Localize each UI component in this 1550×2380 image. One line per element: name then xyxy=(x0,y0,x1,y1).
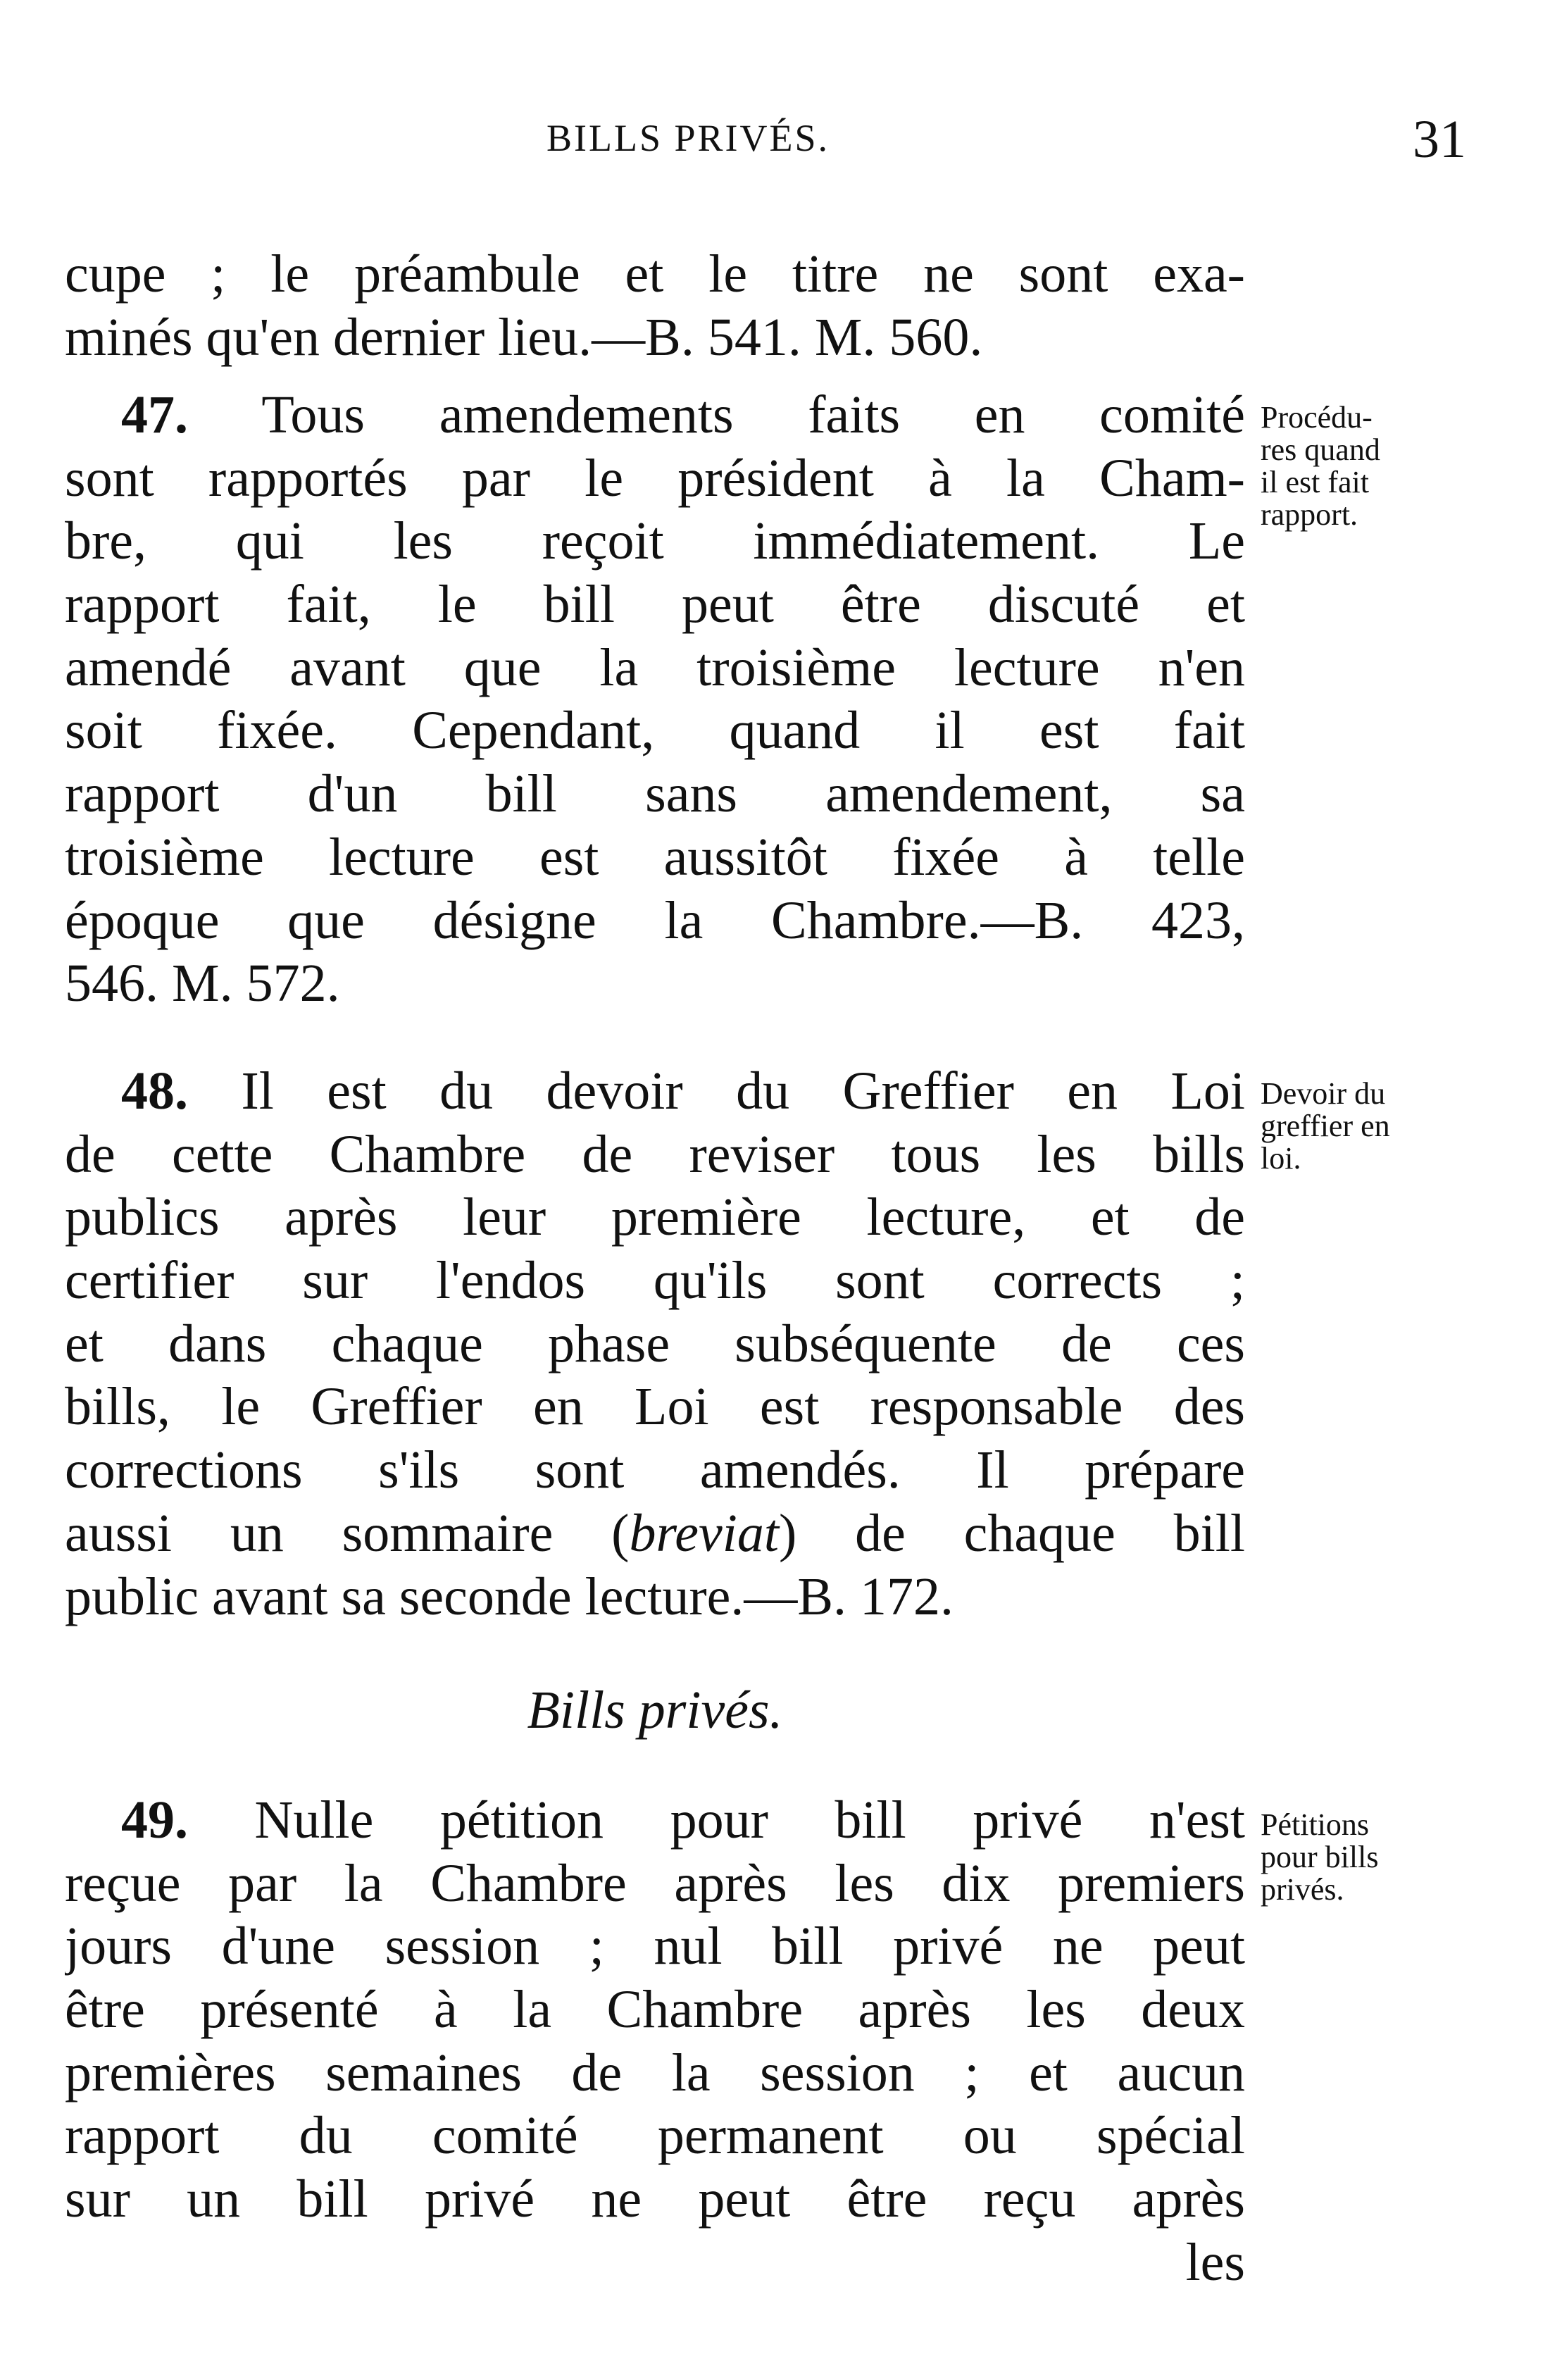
text-line: de cette Chambre de reviser tous les bills xyxy=(65,1124,1245,1184)
margin-note-line: privés. xyxy=(1261,1872,1344,1907)
running-head xyxy=(65,109,1466,173)
text-line: certifier sur l'endos qu'ils sont corrects ; xyxy=(65,1251,1245,1311)
margin-note-line: rapport. xyxy=(1261,497,1358,532)
breviat-italic: breviat xyxy=(629,1503,779,1563)
section-number: 47. xyxy=(121,385,188,444)
text-line: rapport du comité permanent ou spécial xyxy=(65,2106,1245,2166)
margin-note-line: Procédu- xyxy=(1261,400,1373,435)
text-line xyxy=(65,1502,1245,1566)
margin-note-47 xyxy=(1261,401,1542,531)
continuation-paragraph xyxy=(65,243,1245,369)
text-line: sont rapportés par le président à la Cham- xyxy=(65,448,1245,508)
text-line: troisième lecture est aussitôt fixée à telle xyxy=(65,827,1245,887)
text-line: être présenté à la Chambre après les deux xyxy=(65,1980,1245,2040)
breviat-after: ) de chaque bill xyxy=(778,1503,1245,1563)
page-number: 31 xyxy=(1413,110,1466,169)
text-line: jours d'une session ; nul bill privé ne peut xyxy=(65,1917,1245,1976)
text-line: sur un bill privé ne peut être reçu après xyxy=(65,2169,1245,2229)
text-line: reçue par la Chambre après les dix premiers xyxy=(65,1853,1245,1913)
text-line: bre, qui les reçoit immédiatement. Le xyxy=(65,511,1245,571)
margin-note-line: loi. xyxy=(1261,1141,1301,1176)
margin-note-line: res quand xyxy=(1261,432,1380,467)
text-line: époque que désigne la Chambre.—B. 423, xyxy=(65,890,1245,950)
text-line: publics après leur première lecture, et de xyxy=(65,1188,1245,1247)
breviat-before: aussi un sommaire ( xyxy=(65,1503,630,1563)
first-line-text: Nulle pétition pour bill privé n'est xyxy=(254,1790,1245,1850)
text-line: public avant sa seconde lecture.—B. 172. xyxy=(65,1566,954,1626)
margin-note-48 xyxy=(1261,1078,1542,1175)
section-number: 48. xyxy=(121,1061,188,1121)
margin-note-line: Pétitions xyxy=(1261,1807,1370,1842)
section-49 xyxy=(65,1789,1245,2295)
text-line xyxy=(65,1060,1245,1123)
subheading: Bills privés. xyxy=(527,1681,783,1740)
section-number: 49. xyxy=(121,1790,188,1850)
margin-note-line: il est fait xyxy=(1261,465,1369,499)
text-line: minés qu'en dernier lieu.—B. 541. M. 560. xyxy=(65,307,983,367)
section-47 xyxy=(65,384,1245,1016)
margin-note-line: Devoir du xyxy=(1261,1076,1386,1111)
first-line-text: Il est du devoir du Greffier en Loi xyxy=(241,1061,1245,1121)
margin-note-line: greffier en xyxy=(1261,1109,1390,1143)
text-line: et dans chaque phase subséquente de ces xyxy=(65,1314,1245,1373)
text-line xyxy=(65,1789,1245,1852)
catchword: les xyxy=(1185,2232,1245,2292)
text-line: 546. M. 572. xyxy=(65,954,340,1014)
text-line: premières semaines de la session ; et aucun xyxy=(65,2043,1245,2102)
text-line: amendé avant que la troisième lecture n'en xyxy=(65,637,1245,697)
running-title: BILLS PRIVÉS. xyxy=(546,117,830,159)
first-line-text: Tous amendements faits en comité xyxy=(261,385,1245,444)
text-line: corrections s'ils sont amendés. Il prépare xyxy=(65,1440,1245,1500)
section-48 xyxy=(65,1060,1245,1628)
text-line: rapport fait, le bill peut être discuté et xyxy=(65,575,1245,635)
margin-note-line: pour bills xyxy=(1261,1840,1379,1874)
text-line: soit fixée. Cependant, quand il est fait xyxy=(65,701,1245,761)
text-line: rapport d'un bill sans amendement, sa xyxy=(65,764,1245,824)
text-line: cupe ; le préambule et le titre ne sont exa- xyxy=(65,244,1245,304)
margin-note-49 xyxy=(1261,1809,1542,1906)
text-line: bills, le Greffier en Loi est responsable des xyxy=(65,1377,1245,1437)
text-line xyxy=(65,384,1245,447)
